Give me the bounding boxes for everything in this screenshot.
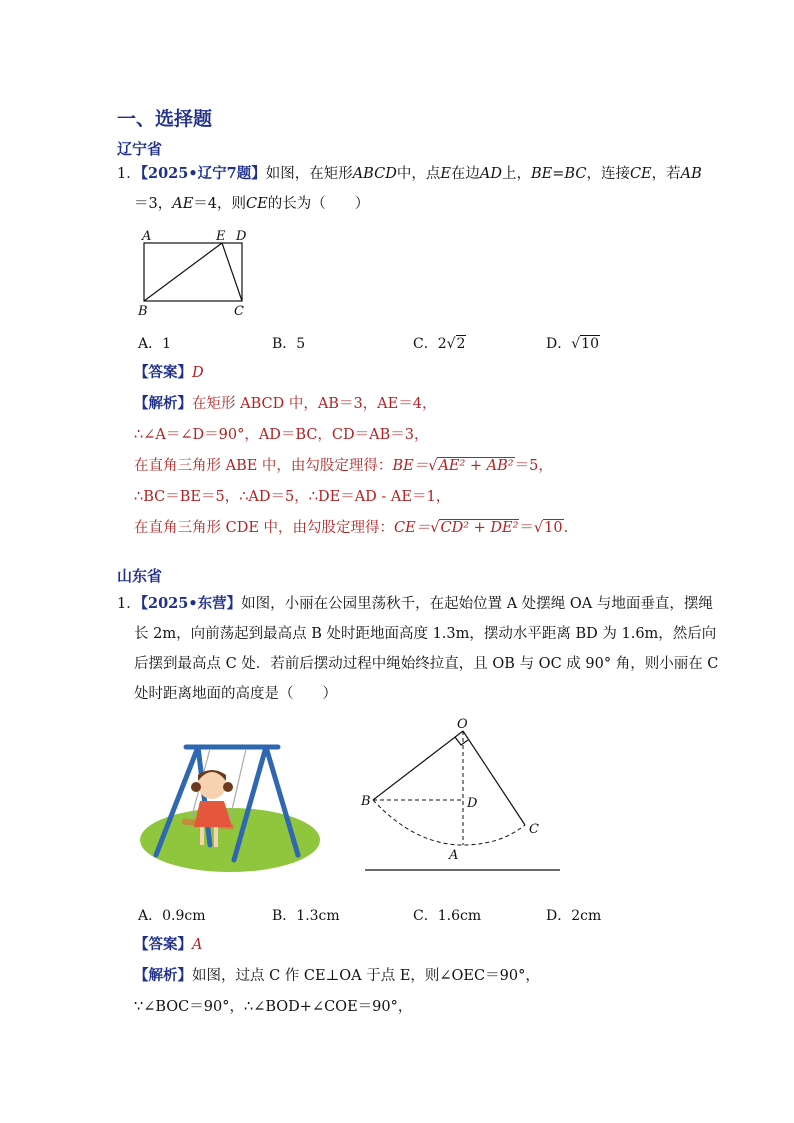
q1-source-tag: 【2025•辽宁7题】	[140, 165, 266, 182]
q1-text: 的长为（ ）	[267, 196, 370, 212]
radicand: 2	[456, 336, 466, 352]
province-heading-shandong: 山东省	[117, 567, 163, 585]
girl-ponytail-right	[223, 782, 233, 792]
q1-analysis-line5	[134, 518, 568, 538]
option-text: C．2	[413, 336, 447, 352]
q1-option-b[interactable]: B．5	[272, 336, 306, 352]
q2-analysis-line2: ∵∠BOC＝90°，∴∠BOD+∠COE＝90°，	[134, 999, 413, 1015]
q1-option-d[interactable]	[546, 333, 600, 353]
radicand: 10	[581, 336, 599, 352]
analysis-tag: 【解析】	[134, 967, 192, 984]
q1-option-a[interactable]: A．1	[138, 336, 172, 352]
girl-ponytail-left	[191, 782, 201, 792]
answer-value: A	[192, 937, 203, 953]
q1-answer	[134, 363, 204, 383]
q1-text: 在边	[450, 166, 480, 182]
q1-analysis-line2: ∴∠A＝∠D＝90°，AD＝BC，CD＝AB＝3，	[134, 427, 429, 443]
label-a: A	[449, 848, 459, 863]
radicand: CD² + DE²	[440, 520, 519, 536]
q1-text: ＝4，则	[193, 196, 247, 212]
q1-analysis-line1	[134, 394, 436, 414]
analysis-text: 在矩形 ABCD 中，AB＝3，AE＝4，	[192, 396, 437, 412]
q1-text: CE	[629, 166, 652, 182]
girl-dress	[194, 801, 232, 827]
right-angle-mark	[455, 737, 468, 745]
segment-be	[144, 243, 222, 301]
answer-tag: 【答案】	[134, 936, 192, 953]
radicand: AE² + AB²	[438, 458, 514, 474]
formula-eq: ＝	[519, 520, 534, 536]
swing-arc-dashed	[373, 800, 525, 845]
q2-analysis-line1	[134, 966, 540, 986]
label-c: C	[234, 304, 244, 319]
q2-option-b[interactable]: B．1.3cm	[272, 908, 340, 924]
label-a: A	[142, 229, 152, 244]
q2-option-c[interactable]: C．1.6cm	[413, 908, 482, 924]
q2-answer	[134, 935, 202, 955]
swing-illustration	[138, 735, 323, 875]
formula-lhs: CE＝	[394, 520, 431, 536]
q1-text: ，连接	[586, 166, 630, 182]
label-c: C	[529, 822, 539, 837]
answer-tag: 【答案】	[134, 364, 192, 381]
q1-rectangle-figure	[132, 225, 262, 320]
formula-lhs: BE＝	[392, 458, 429, 474]
q1-stem-line2	[134, 194, 369, 214]
segment-ob	[373, 731, 463, 800]
option-text: D．	[546, 336, 572, 352]
q1-text: CE	[246, 196, 268, 212]
q2-pendulum-figure	[355, 715, 570, 880]
label-d: D	[236, 229, 247, 244]
label-b: B	[361, 794, 371, 809]
q1-text: AE	[172, 196, 194, 212]
rectangle-abcd	[144, 243, 242, 301]
q1-option-c[interactable]	[413, 333, 466, 353]
q1-number: 1．	[117, 166, 141, 182]
analysis-text: 在直角三角形 CDE 中，由勾股定理得：	[134, 520, 395, 536]
segment-ce	[222, 243, 242, 301]
analysis-tag: 【解析】	[134, 395, 192, 412]
q1-text: BE=BC	[531, 166, 587, 182]
sqrt-icon: √	[430, 520, 440, 536]
section-title: 一、选择题	[117, 108, 213, 130]
answer-value: D	[192, 365, 204, 381]
formula-rhs: ＝5，	[514, 458, 553, 474]
q1-text: 上，	[502, 166, 532, 182]
label-e: E	[216, 229, 226, 244]
q2-source-tag: 【2025•东营】	[140, 595, 242, 612]
q1-text: AB	[680, 166, 702, 182]
sqrt-icon: √	[446, 336, 456, 352]
q1-analysis-line3	[134, 456, 553, 476]
q2-stem-line3: 后摆到最高点 C 处．若前后摆动过程中绳始终拉直，且 OB 与 OC 成 90° 角，则小丽在 C	[134, 656, 719, 672]
q1-text: AD	[479, 166, 503, 182]
q1-text: ABCD	[352, 166, 397, 182]
label-b: B	[138, 304, 148, 319]
radicand: 10	[544, 520, 563, 536]
q1-text: 中，点	[396, 166, 441, 182]
q1-stem-line1	[117, 164, 702, 184]
q2-number: 1．	[117, 596, 141, 612]
analysis-text: 在直角三角形 ABE 中，由勾股定理得：	[134, 458, 393, 474]
label-o: O	[457, 717, 468, 732]
sqrt-icon: √	[428, 458, 438, 474]
q2-stem-line2: 长 2m，向前荡起到最高点 B 处时距地面高度 1.3m，摆动水平距离 BD 为 1.6m，然后向	[134, 626, 717, 642]
q2-option-d[interactable]: D．2cm	[546, 908, 602, 924]
analysis-text: 如图，过点 C 作 CE⊥OA 于点 E，则∠OEC＝90°，	[192, 968, 540, 984]
label-d: D	[467, 796, 478, 811]
formula-end: .	[563, 520, 569, 536]
q2-stem-line4: 处时距离地面的高度是（ ）	[134, 686, 337, 702]
q1-text: E	[440, 166, 451, 182]
q1-text: 如图，在矩形	[265, 166, 353, 182]
sqrt-icon: √	[533, 520, 544, 536]
province-heading-liaoning: 辽宁省	[117, 140, 163, 158]
q1-text: ＝3，	[134, 196, 173, 212]
q2-text: 如图，小丽在公园里荡秋千，在起始位置 A 处摆绳 OA 与地面垂直，摆绳	[241, 596, 713, 612]
q2-stem-line1	[117, 594, 713, 614]
q1-analysis-line4: ∴BC＝BE＝5，∴AD＝5，∴DE＝AD - AE＝1，	[134, 489, 451, 505]
sqrt-icon: √	[571, 336, 581, 352]
q1-text: ，若	[651, 166, 681, 182]
q2-option-a[interactable]: A．0.9cm	[138, 908, 206, 924]
